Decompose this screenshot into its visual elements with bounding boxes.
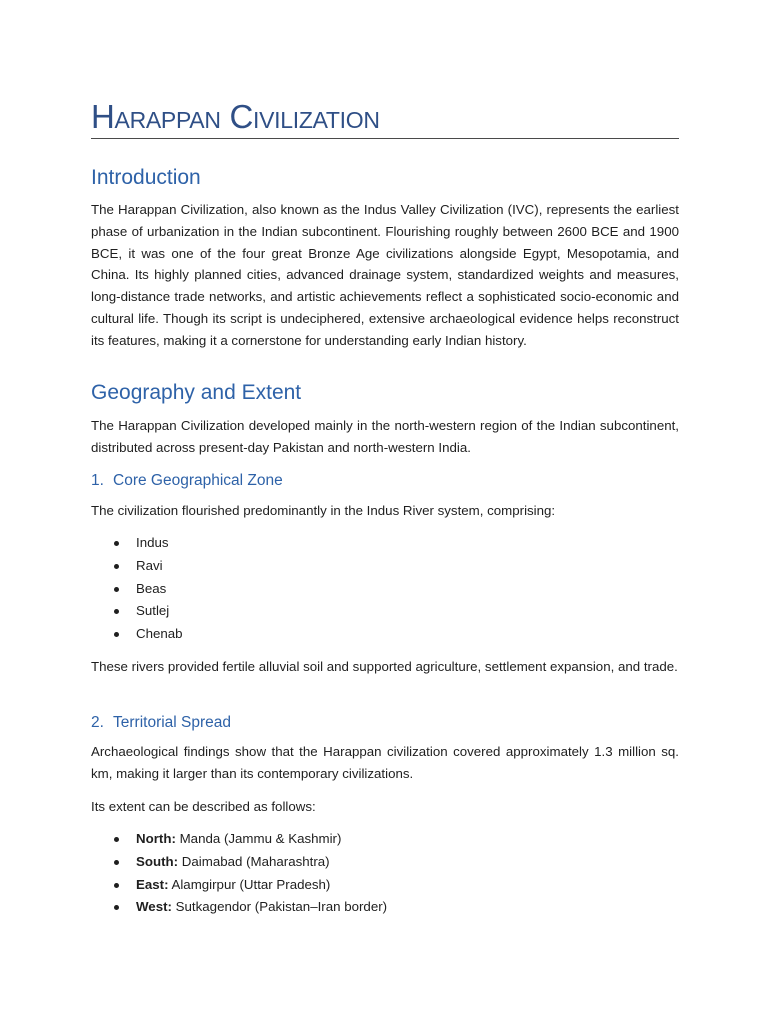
bullet-icon (114, 632, 119, 637)
extent-site: Manda (Jammu & Kashmir) (179, 831, 342, 846)
river-list (91, 532, 679, 646)
list-item (91, 828, 679, 851)
core-zone-number: 1. (91, 472, 104, 489)
extent-direction: North: (136, 831, 176, 846)
extent-direction: West: (136, 899, 172, 915)
bullet-icon (114, 860, 119, 865)
bullet-icon (114, 564, 119, 569)
title-underline (91, 138, 679, 139)
extent-site: Daimabad (Maharashtra) (181, 853, 330, 869)
river-name: Beas (136, 580, 167, 596)
river-name: Chenab (136, 626, 183, 642)
introduction-paragraph: The Harappan Civilization, also known as the Indus Valley Civilization (IVC), represents the earliest phase of urbanization in the Indian subcontinent. Flourishing roughly between 2600 BCE and 1900 BCE, it was one of the four great Bronze Age civilizations alongside Egypt, Mesopotamia, and China. Its highly planned cities, advanced drainage system, standardized weights and measures, long-distance trade networks, and artistic achievements reflect a sophisticated socio-economic and cultural life. Though its script is undeciphered, extensive archaeological evidence helps reconstruct its features, making it a cornerstone for understanding early Indian history. (91, 202, 679, 348)
core-zone-intro: The civilization flourished predominantly in the Indus River system, comprising: (91, 503, 556, 518)
core-zone-note: These rivers provided fertile alluvial soil and supported agriculture, settlement expansion, and trade. (91, 659, 678, 674)
extent-intro: Its extent can be described as follows: (91, 799, 316, 814)
extent-direction: East: (136, 876, 169, 892)
document-title: Harappan Civilization (91, 98, 380, 135)
territorial-spread-paragraph: Archaeological findings show that the Harappan civilization covered approximately 1.3 million sq. km, making it larger than its contemporary civilizations. (91, 744, 679, 781)
territorial-spread-title: Territorial Spread (113, 714, 232, 731)
bullet-icon (114, 837, 119, 842)
list-item (91, 874, 679, 897)
bullet-icon (114, 609, 119, 614)
list-item (91, 851, 679, 874)
bullet-icon (114, 541, 119, 546)
river-name: Sutlej (136, 603, 170, 619)
list-item (91, 578, 679, 601)
bullet-icon (114, 905, 119, 910)
introduction-heading: Introduction (91, 166, 201, 189)
geography-heading: Geography and Extent (91, 381, 302, 404)
bullet-icon (114, 587, 119, 592)
territorial-spread-number: 2. (91, 714, 104, 731)
extent-site: Alamgirpur (Uttar Pradesh) (171, 876, 331, 892)
list-item (91, 600, 679, 623)
territorial-spread-heading (91, 713, 231, 733)
river-name: Indus (136, 535, 169, 550)
extent-site: Sutkagendor (Pakistan–Iran border) (175, 899, 388, 915)
list-item (91, 555, 679, 578)
core-zone-title: Core Geographical Zone (113, 472, 283, 489)
list-item (91, 896, 679, 919)
bullet-icon (114, 883, 119, 888)
core-zone-heading (91, 471, 283, 491)
extent-list (91, 828, 679, 919)
list-item (91, 532, 679, 555)
extent-direction: South: (136, 853, 179, 869)
geography-paragraph: The Harappan Civilization developed mainly in the north-western region of the Indian subcontinent, distributed across present-day Pakistan and north-western India. (91, 418, 679, 455)
river-name: Ravi (136, 557, 163, 573)
list-item (91, 623, 679, 646)
